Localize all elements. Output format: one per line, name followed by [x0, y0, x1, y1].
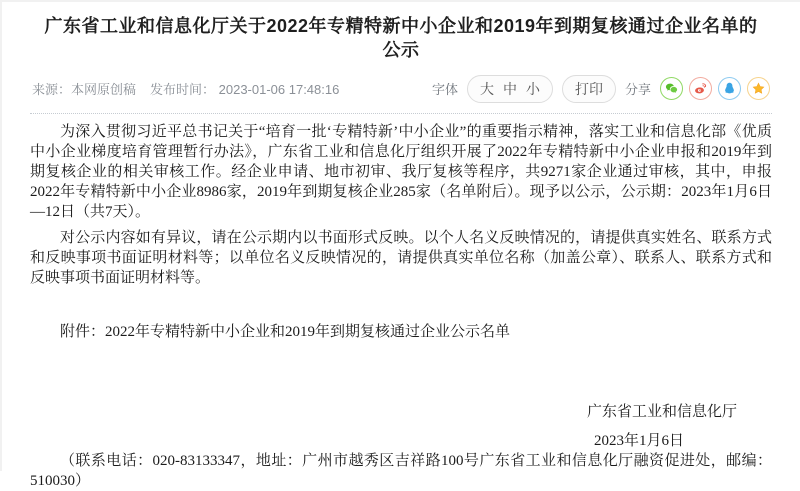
font-size-pill — [467, 75, 553, 103]
attachment-link[interactable]: 附件：2022年专精特新中小企业和2019年到期复核通过企业公示名单 — [60, 323, 511, 340]
share-label: 分享 — [624, 82, 651, 98]
wechat-share-icon[interactable] — [660, 77, 683, 100]
signature-date: 2023年1月6日 — [593, 432, 684, 449]
font-size-large-button[interactable]: 大 — [479, 80, 494, 97]
signature-organization: 广东省工业和信息化厅 — [586, 403, 737, 420]
weibo-share-icon[interactable] — [689, 77, 712, 100]
source-text: 来源：本网原创稿 — [32, 82, 137, 98]
contact-info: （联系电话：020-83133347，地址：广州市越秀区吉祥路100号广东省工业和信息化厅融资促进处，邮编：510030） — [30, 452, 772, 489]
font-size-small-button[interactable]: 小 — [525, 80, 540, 97]
font-size-medium-button[interactable]: 中 — [502, 80, 517, 97]
print-button[interactable]: 打印 — [562, 75, 616, 103]
page-title: 广东省工业和信息化厅关于2022年专精特新中小企业和2019年到期复核通过企业名单的公示 — [44, 16, 758, 61]
font-size-label: 字体 — [431, 82, 458, 98]
article-meta — [32, 79, 339, 98]
paragraph-objection: 对公示内容如有异议，请在公示期内以书面形式反映。以个人名义反映情况的，请提供真实姓名、联系方式和反映事项书面证明材料等；以单位名义反映情况的，请提供真实单位名称（加盖公章）、联系人、联系方式和反映事项书面证明材料等。 — [30, 229, 772, 286]
qzone-share-icon[interactable] — [747, 77, 770, 100]
meta-toolbar-row — [30, 69, 772, 114]
paragraph-intro: 为深入贯彻习近平总书记关于“培育一批‘专精特新’中小企业”的重要指示精神，落实工业和信息化部《优质中小企业梯度培育管理暂行办法》，广东省工业和信息化厅组织开展了2022年专精特新中小企业申报和2019年到期复核企业的相关审核工作。经企业申请、地市初审、我厅复核等程序，共9271家企业通过审核，其中，申报2022年专精特新中小企业8986家，2019年到期复核企业285家（名单附后）。现予以公示，公示期：2023年1月6日—12日（共7天）。 — [30, 123, 772, 220]
share-icon-group — [660, 77, 770, 100]
article-body — [30, 122, 772, 491]
article-toolbar — [432, 75, 770, 103]
publish-time-text: 发布时间： 2023-01-06 17:48:16 — [150, 82, 340, 98]
qq-share-icon[interactable] — [718, 77, 741, 100]
